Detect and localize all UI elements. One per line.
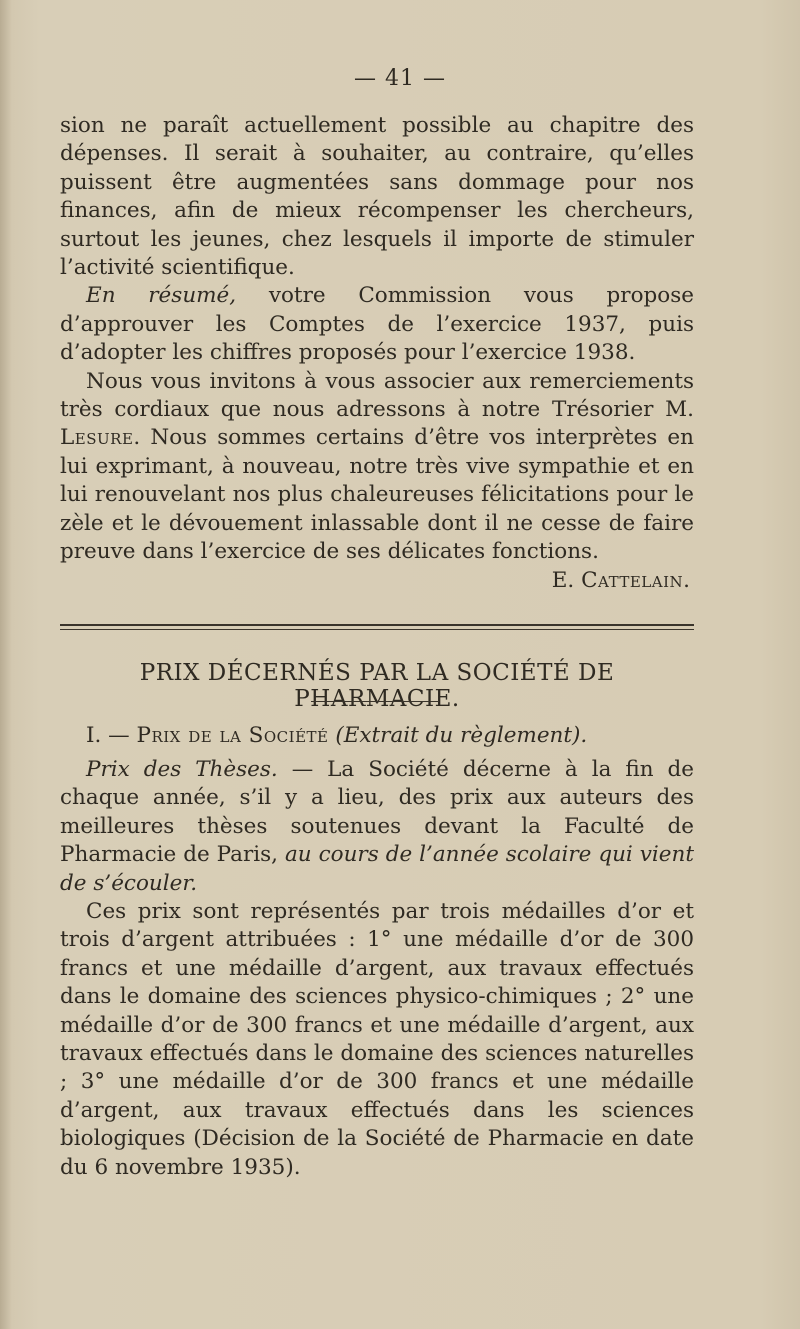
thanks-text-after: . Nous sommes certains d’être vos interprètes en lui exprimant, à nouveau, notre très vive sympathie et en lui renouvelant nos plus chaleureuses félicitations pour le zèle et le dévouement inlassable dont il ne cesse de faire preuve dans l’exercice de ses délicates fonctions. [60, 425, 694, 565]
subheading-number: I. — [86, 723, 137, 748]
thesis-prize-lead: Prix des Thèses. [86, 757, 278, 782]
subheading-title: Prix de la Société [136, 723, 329, 748]
report-conclusion [60, 112, 694, 595]
paragraph-expenses: sion ne paraît actuellement possible au chapitre des dépenses. Il serait à souhaiter, au contraire, qu’elles puissent être augmentées sans dommage pour nos finances, afin de mieux récompenser les chercheurs, surtout les jeunes, chez lesquels il importe de stimuler l’activité scientifique. [60, 113, 694, 281]
signature-initial: E. [551, 567, 582, 593]
thanks-text-before: Nous vous invitons à vous associer aux remerciements très cordiaux que nous adressons à notre Trésorier M. [60, 368, 694, 423]
thesis-prize-italic-end: au cours de l’année scolaire qui vient de s’écouler. [60, 842, 694, 896]
paragraph-thanks [60, 368, 694, 567]
paragraph-medals: Ces prix sont représentés par trois médailles d’or et trois d’argent attribuées : 1° une médaille d’or de 300 francs et une médaille d’argent, aux travaux effectués dans le domaine des sciences physico-chimiques ; 2° une médaille d’or de 300 francs et une médaille d’argent, aux travaux effectués dans le domaine des sciences naturelles ; 3° une médaille d’or de 300 francs et une médaille d’argent, aux travaux effectués dans les sciences biologiques (Décision de la Société de Pharmacie en date du 6 novembre 1935). [60, 899, 694, 1180]
section-title: PRIX DÉCERNÉS PAR LA SOCIÉTÉ DE PHARMACIE. [139, 660, 615, 712]
summary-text: votre Commission vous propose d’approuver les Comptes de l’exercice 1937, puis d’adopter les chiffres proposés pour l’exercice 1938. [60, 283, 694, 366]
thesis-prize-text: — La Société décerne à la fin de chaque année, s’il y a lieu, des prix aux auteurs des meilleures thèses soutenues devant la Faculté de Pharmacie de Paris, [60, 757, 694, 868]
section-divider [60, 624, 694, 630]
paragraph-summary [60, 282, 694, 367]
signature-end: . [683, 567, 690, 593]
signature-name: Cattelain [581, 567, 684, 593]
paragraph-thesis-prize [60, 756, 694, 898]
subheading [60, 722, 694, 750]
summary-lead: En résumé, [86, 283, 237, 309]
subheading-note: (Extrait du règlement). [335, 723, 588, 748]
prize-rules [60, 756, 694, 1182]
title-underline [311, 701, 439, 702]
page-number: — 41 — [354, 66, 446, 91]
treasurer-name: Lesure [60, 425, 134, 451]
signature [60, 567, 694, 595]
